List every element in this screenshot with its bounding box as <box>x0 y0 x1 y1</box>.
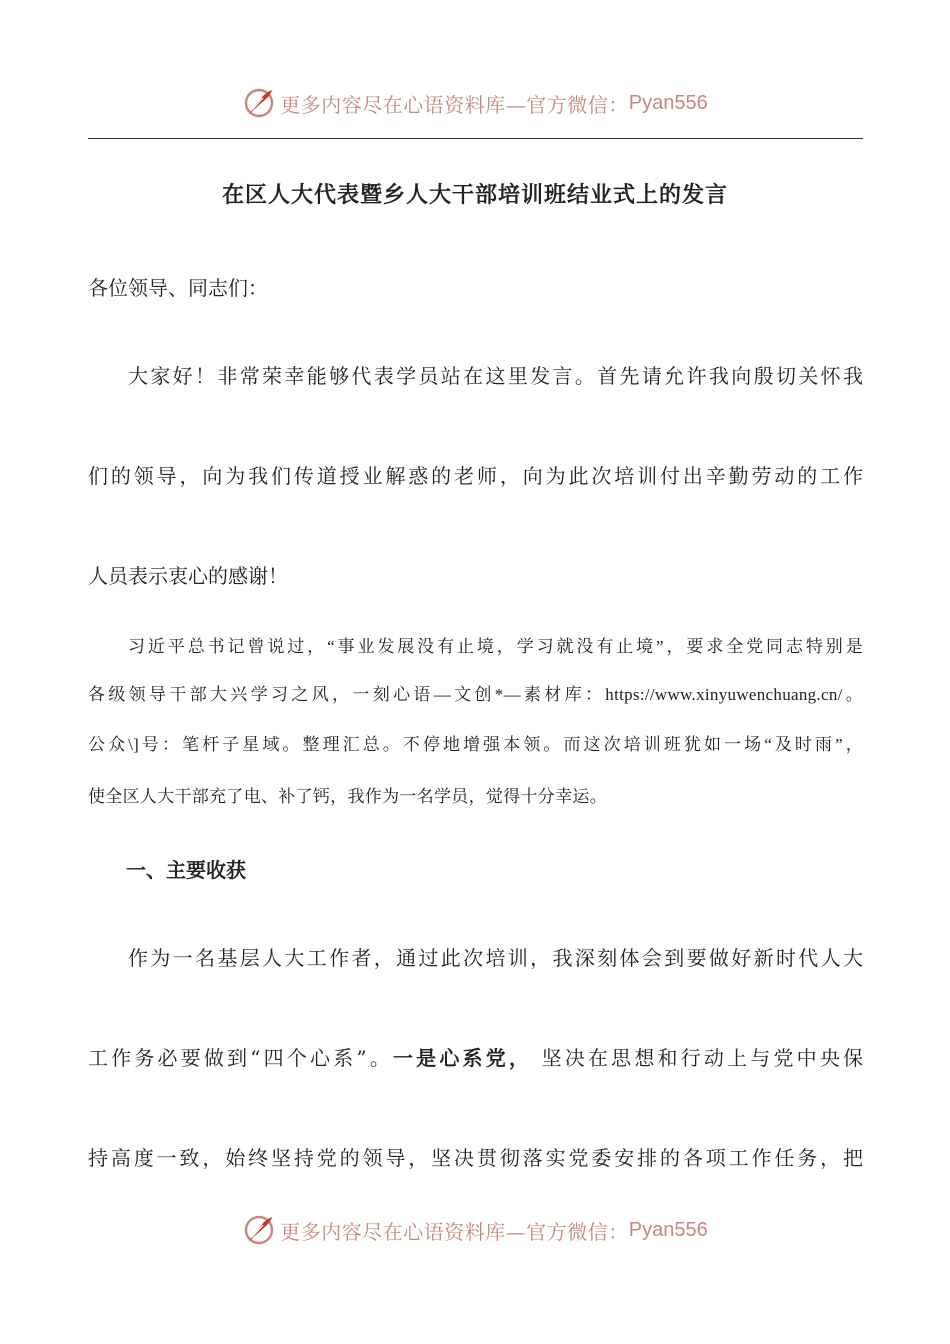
banner-wechat-id: Pyan556 <box>628 1218 708 1241</box>
p2-line-2: 各级领导干部大兴学习之风，一刻心语—文创*—素材库：https://www.xinyuwenchuang.cn/。 <box>88 685 863 704</box>
p3-emphasis: 一是心系党， <box>393 1046 533 1070</box>
header-banner <box>0 83 950 123</box>
p3-line-1: 作为一名基层人大工作者，通过此次培训，我深刻体会到要做好新时代人大 <box>128 946 863 970</box>
quill-pen-circle-icon <box>242 1213 276 1247</box>
p3-line-2-start: 工作务必要做到“四个心系”。 <box>88 1046 393 1070</box>
p3-line-2-end: 坚决在思想和行动上与党中央保 <box>541 1046 864 1070</box>
banner-wechat-id: Pyan556 <box>628 91 708 114</box>
section-heading: 一、主要收获 <box>126 858 246 882</box>
quill-pen-circle-icon <box>242 86 276 120</box>
salutation: 各位领导、同志们： <box>88 276 268 300</box>
p2-line-1: 习近平总书记曾说过，“事业发展没有止境，学习就没有止境”，要求全党同志特别是 <box>128 637 863 656</box>
p1-line-2: 们的领导，向为我们传道授业解惑的老师，向为此次培训付出辛勤劳动的工作 <box>88 464 863 488</box>
banner-text: 更多内容尽在心语资料库—官方微信： <box>280 1219 629 1244</box>
banner-text: 更多内容尽在心语资料库—官方微信： <box>280 92 629 117</box>
p2-line-4: 使全区人大干部充了电、补了钙，我作为一名学员，觉得十分幸运。 <box>88 787 607 806</box>
footer-banner <box>0 1210 950 1250</box>
p1-line-1: 大家好！非常荣幸能够代表学员站在这里发言。首先请允许我向殷切关怀我 <box>128 364 863 388</box>
document-title: 在区人大代表暨乡人大干部培训班结业式上的发言 <box>221 182 728 208</box>
p3-line-2 <box>88 1042 863 1071</box>
p1-line-3: 人员表示衷心的感谢！ <box>88 564 288 588</box>
p2-line-3: 公众\]号：笔杆子星域。整理汇总。不停地增强本领。而这次培训班犹如一场“及时雨”， <box>88 735 863 754</box>
p3-line-3: 持高度一致，始终坚持党的领导，坚决贯彻落实党委安排的各项工作任务，把 <box>88 1146 863 1170</box>
header-divider <box>88 138 863 139</box>
